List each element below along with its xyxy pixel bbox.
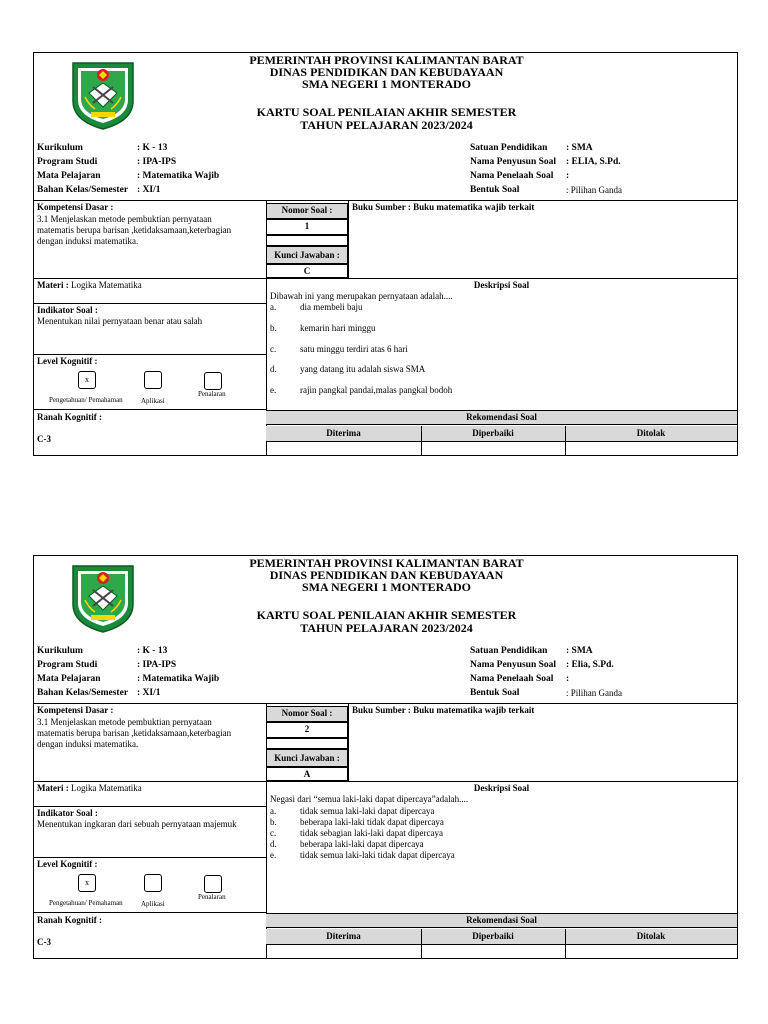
info-value: : XI/1: [137, 688, 161, 698]
info-value: : IPA-IPS: [137, 660, 177, 670]
info-value: : Matematika Wajib: [137, 674, 220, 684]
kompetensi-text: 3.1 Menjelaskan metode pembuktian pernyataan: [37, 214, 212, 224]
question-text: Dibawah ini yang merupakan pernyataan adalah....: [270, 291, 453, 301]
header-line-1: PEMERINTAH PROVINSI KALIMANTAN BARAT: [249, 53, 524, 67]
ranah-label: Ranah Kognitif :: [37, 412, 103, 422]
info-label: Mata Pelajaran: [37, 171, 101, 181]
info-label: Program Studi: [37, 660, 98, 670]
info-value: : XI/1: [137, 185, 161, 195]
level-checkbox-pengetahuan[interactable]: x: [78, 874, 96, 892]
kunci-jawaban-value: C: [303, 266, 311, 276]
level-label: Level Kognitif :: [37, 859, 98, 869]
info-label: Kurikulum: [37, 143, 83, 153]
option-text: beberapa laki-laki tidak dapat dipercaya: [300, 817, 444, 827]
level-option-aplikasi: Aplikasi: [141, 900, 165, 908]
option-letter: b.: [270, 323, 277, 333]
left-info: [37, 141, 219, 197]
level-option-pengetahuan: Pengetahuan/ Pemahaman: [49, 396, 123, 404]
info-value: : Matematika Wajib: [137, 171, 220, 181]
kompetensi-label: Kompetensi Dasar :: [37, 202, 114, 212]
option-text: tidak sebagian laki-laki dapat dipercaya: [300, 828, 443, 838]
rekomendasi-label: Rekomendasi Soal: [466, 412, 537, 422]
option-letter: d.: [270, 364, 277, 374]
kunci-jawaban-label: Kunci Jawaban :: [274, 753, 340, 763]
kunci-jawaban-label: Kunci Jawaban :: [274, 250, 340, 260]
info-value: : K - 13: [137, 646, 168, 656]
indikator-value: Menentukan nilai pernyataan benar atau salah: [37, 316, 203, 326]
materi: [37, 280, 142, 291]
buku-sumber: Buku Sumber : Buku matematika wajib terkait: [352, 202, 535, 212]
info-label: Bahan Kelas/Semester: [37, 185, 129, 195]
option-letter: a.: [270, 302, 277, 312]
info-label: Bahan Kelas/Semester: [37, 688, 129, 698]
header-line-5: TAHUN PELAJARAN 2023/2024: [300, 621, 473, 635]
info-label: Kurikulum: [37, 646, 83, 656]
materi-value: Logika Matematika: [70, 783, 142, 793]
level-option-pengetahuan: Pengetahuan/ Pemahaman: [49, 899, 123, 907]
option-letter: e.: [270, 385, 277, 395]
option-letter: d.: [270, 839, 277, 849]
header-line-1: PEMERINTAH PROVINSI KALIMANTAN BARAT: [249, 556, 524, 570]
option-text: tidak semua laki-laki dapat dipercaya: [300, 806, 435, 816]
header-line-2: DINAS PENDIDIKAN DAN KEBUDAYAAN: [269, 65, 504, 79]
info-value: : K - 13: [137, 143, 168, 153]
rek-col-diterima: Diterima: [326, 931, 361, 941]
info-label: Bentuk Soal: [470, 185, 520, 195]
nomor-soal-value: 1: [304, 221, 310, 231]
option-letter: a.: [270, 806, 277, 816]
info-label: Mata Pelajaran: [37, 674, 101, 684]
kunci-jawaban-value: A: [303, 769, 311, 779]
level-label: Level Kognitif :: [37, 356, 98, 366]
indikator-label: Indikator Soal :: [37, 808, 98, 818]
level-checkbox-penalaran[interactable]: [204, 372, 222, 390]
option-text: dia membeli baju: [300, 302, 363, 312]
level-checkbox-pengetahuan[interactable]: x: [78, 371, 96, 389]
info-value: : Pilihan Ganda: [566, 185, 622, 195]
level-checkbox-aplikasi[interactable]: [144, 874, 162, 892]
header-line-2: DINAS PENDIDIKAN DAN KEBUDAYAAN: [269, 568, 504, 582]
right-info: [470, 644, 622, 700]
right-info: [470, 141, 622, 197]
question-card-2: [33, 555, 738, 959]
header-line-3: SMA NEGERI 1 MONTERADO: [301, 580, 471, 594]
kompetensi-text: 3.1 Menjelaskan metode pembuktian pernyataan: [37, 717, 212, 727]
indikator-value: Menentukan ingkaran dari sebuah pernyataan majemuk: [37, 819, 237, 829]
ranah-label: Ranah Kognitif :: [37, 915, 103, 925]
level-checkbox-aplikasi[interactable]: [144, 371, 162, 389]
nomor-soal-value: 2: [304, 724, 310, 734]
info-label: Satuan Pendidikan: [470, 646, 548, 656]
materi-label: Materi :: [37, 783, 69, 793]
header-line-3: SMA NEGERI 1 MONTERADO: [301, 77, 471, 91]
ranah-value: C-3: [37, 937, 51, 947]
info-label: Nama Penelaah Soal: [470, 674, 554, 684]
rekomendasi-label: Rekomendasi Soal: [466, 915, 537, 925]
nomor-soal-label: Nomor Soal :: [281, 708, 333, 718]
header-line-4: KARTU SOAL PENILAIAN AKHIR SEMESTER: [256, 608, 517, 622]
option-text: kemarin hari minggu: [300, 323, 376, 333]
info-label: Bentuk Soal: [470, 688, 520, 698]
kompetensi-text: dengan induksi matematika.: [37, 739, 139, 749]
info-value: :: [566, 171, 570, 181]
deskripsi-label: Deskripsi Soal: [473, 783, 530, 793]
level-option-penalaran: Penalaran: [198, 390, 226, 398]
materi-label: Materi :: [37, 280, 69, 290]
question-card-1: [33, 52, 738, 456]
rek-col-diperbaiki: Diperbaiki: [472, 428, 514, 438]
option-text: beberapa laki-laki dapat dipercaya: [300, 839, 424, 849]
ranah-value: C-3: [37, 434, 51, 444]
kompetensi-text: matematis berupa barisan ,ketidaksamaan,keterbagian: [37, 225, 232, 235]
kompetensi-label: Kompetensi Dasar :: [37, 705, 114, 715]
info-label: Program Studi: [37, 157, 98, 167]
info-value: :: [566, 674, 570, 684]
info-label: Nama Penyusun Soal: [470, 157, 557, 167]
info-value: : SMA: [566, 143, 593, 153]
info-label: Satuan Pendidikan: [470, 143, 548, 153]
info-value: : SMA: [566, 646, 593, 656]
level-checkbox-penalaran[interactable]: [204, 875, 222, 893]
info-label: Nama Penyusun Soal: [470, 660, 557, 670]
info-value: : IPA-IPS: [137, 157, 177, 167]
option-letter: b.: [270, 817, 277, 827]
info-value: : ELIA, S.Pd.: [566, 157, 621, 167]
kompetensi-text: matematis berupa barisan ,ketidaksamaan,keterbagian: [37, 728, 232, 738]
deskripsi-label: Deskripsi Soal: [473, 280, 530, 290]
buku-sumber: Buku Sumber : Buku matematika wajib terkait: [352, 705, 535, 715]
rek-col-ditolak: Ditolak: [636, 428, 666, 438]
rek-col-ditolak: Ditolak: [636, 931, 666, 941]
option-letter: c.: [270, 344, 277, 354]
info-value: : Pilihan Ganda: [566, 688, 622, 698]
option-text: satu minggu terdiri atas 6 hari: [300, 344, 408, 354]
materi: [37, 783, 142, 794]
info-value: : Elia, S.Pd.: [566, 660, 614, 670]
info-label: Nama Penelaah Soal: [470, 171, 554, 181]
indikator-label: Indikator Soal :: [37, 305, 98, 315]
rek-col-diterima: Diterima: [326, 428, 361, 438]
header-line-5: TAHUN PELAJARAN 2023/2024: [300, 118, 473, 132]
kompetensi-text: dengan induksi matematika.: [37, 236, 139, 246]
materi-value: Logika Matematika: [70, 280, 142, 290]
option-text: tidak semua laki-laki tidak dapat dipercaya: [300, 850, 455, 860]
question-text: Negasi dari “semua laki-laki dapat dipercaya”adalah....: [270, 794, 469, 804]
level-option-penalaran: Penalaran: [198, 893, 226, 901]
option-text: yang datang itu adalah siswa SMA: [300, 364, 426, 374]
left-info: [37, 644, 219, 700]
rek-col-diperbaiki: Diperbaiki: [472, 931, 514, 941]
header-line-4: KARTU SOAL PENILAIAN AKHIR SEMESTER: [256, 105, 517, 119]
option-letter: e.: [270, 850, 277, 860]
option-letter: c.: [270, 828, 277, 838]
option-text: rajin pangkal pandai,malas pangkal bodoh: [300, 385, 453, 395]
level-option-aplikasi: Aplikasi: [141, 397, 165, 405]
nomor-soal-label: Nomor Soal :: [281, 205, 333, 215]
